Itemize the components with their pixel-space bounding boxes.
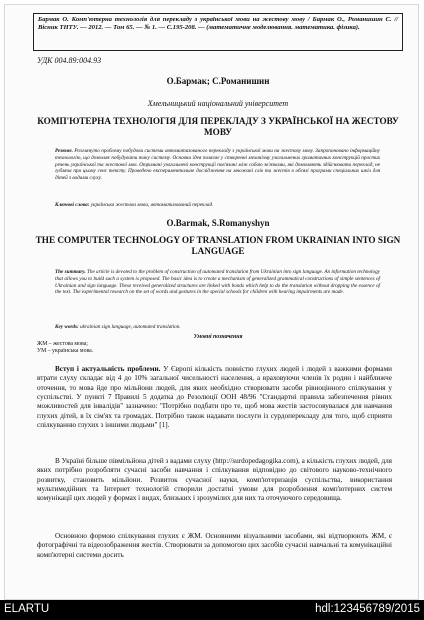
paragraph-ukraine: В Україні більше півмільйона дітей з вадами слуху (http://surdopedagogika.com), а кількість глухих людей, для яких потрібно розробляти сучасні засоби навчання і спілкування відповідно до світового науково-технічного розвитку, становить мільйони. Розвиток сучасної науки, комп'ютеризація суспільства, використання мультимедійних та Інтернет технологій створили достатні умови для розроблення комп'ютерних систем комунікації цих людей у формах і видах, близьких і зрозумілих для них та оточуючого середовища.: [37, 457, 392, 503]
abstract-en-label: The summary.: [55, 269, 86, 275]
keywords-ua-label: Ключові слова:: [55, 202, 90, 208]
paragraph-intro: [37, 365, 392, 430]
legend-item: ЖМ – жестова мова;: [37, 341, 88, 347]
udk-code: УДК 004.89:004.93: [37, 56, 102, 65]
repository-name: ELARTU: [4, 603, 50, 615]
authors-ua: О.Бармак; С.Романишин: [166, 76, 270, 86]
abstract-ua-label: Резюме.: [55, 148, 73, 154]
abstract-en: [55, 269, 380, 296]
document-page: [5, 5, 418, 599]
repository-footer: [0, 600, 424, 620]
legend-title: Умовні позначення: [193, 334, 243, 340]
citation-box: Бармак О. Комп'ютерна технологія для перекладу з української мови на жестову мову / Бармак О., Романишин С. // Вісник ТНТУ. — 2012. — Том 65. — № 1. — С.195-208. — (математичне моделювання. математика. фізика).: [33, 13, 403, 51]
legend-item: УМ – українська мова.: [37, 348, 94, 354]
keywords-en-text: ukrainian sign language, automated translation.: [80, 324, 181, 330]
abstract-ua-text: Розглянуто проблему побудови системи автоматизованого перекладу з української мови на жестову мову. Запропоновано інформаційну технологію, що дозволяє побудувати таку систему. Основна ідея полягає у створенні механізму узагальнених граматичних конструкцій простих речень української та жестової мов. Отримані узагальнені конструкції пов'язані між собою зв'язками, які дозволяють здійснювати переклад, не губляча при цьому сенс тексту. Проведено експериментальне дослідження на множині слів та жестів в обсязі програми спеціальних шкіл для дітей з вадами слуху.: [55, 148, 380, 182]
authors-en: O.Barmak, S.Romanyshyn: [166, 218, 270, 228]
keywords-en-label: Key words:: [55, 324, 79, 330]
title-en: THE COMPUTER TECHNOLOGY OF TRANSLATION FROM UKRAINIAN INTO SIGN LANGUAGE: [35, 235, 401, 256]
keywords-ua-text: українська жестова мова, автоматизований переклад.: [90, 202, 214, 208]
affiliation: Хмельницький національний університет: [147, 99, 289, 108]
title-ua: КОМП'ЮТЕРНА ТЕХНОЛОГІЯ ДЛЯ ПЕРЕКЛАДУ З УКРАЇНСЬКОЇ НА ЖЕСТОВУ МОВУ: [37, 116, 399, 137]
paragraph-sign-language: Основною формою спілкування глухих є ЖМ. Основними візуальними засобами, які відтворюють ЖМ, є фотографічні та відеозображення жестів. Створювати за допомогою цих засобів сучасні навчальні та комунікаційні комп'ютерні системи досить: [37, 532, 392, 559]
abstract-en-text: The article is devoted to the problem of construction of automated translation from Ukrainian into sign language. An information technology that allows you to build such a system is proposed. The basic idea is to create a mechanism of generalized grammatical constructions of simple sentences of Ukrainian and sign language. These received generalized structures are linked with bonds which help to do the translation without dropping the essence of the text. The experimental research on the set of words and gestures in the special schools for children with hearing impairments are made.: [55, 269, 380, 296]
section-heading: Вступ і актуальність проблеми.: [55, 365, 161, 373]
keywords-en: [55, 324, 380, 331]
handle-id: hdl:123456789/2015: [315, 603, 420, 615]
paragraph-text: У Європі кількість повністю глухих людей і людей з важкими формами втрати слуху складає від 4 до 10% загальної чисельності населення, а враховуючи членів їх родин і найближче оточення, то мова йде про мільйони людей, для яких необхідно створювати засоби рівноцінного спілкування у суспільстві. У пункті 7 Правилі 5 додатка до Резолюції ООН 48/96 "Стандартні правила забезпечення рівних можливостей для інвалідів" зазначено: "Потрібно подбати про те, щоб мова жестів застосовувалася для навчання глухих дітей, в їх сім'ях та громадах. Потрібно також надавати послуги із сурдоперекладу для того, щоб сприяти спілкуванню глухих з іншими людьми" [1].: [37, 365, 393, 430]
keywords-ua: [55, 202, 380, 209]
abstract-ua: [55, 148, 380, 182]
